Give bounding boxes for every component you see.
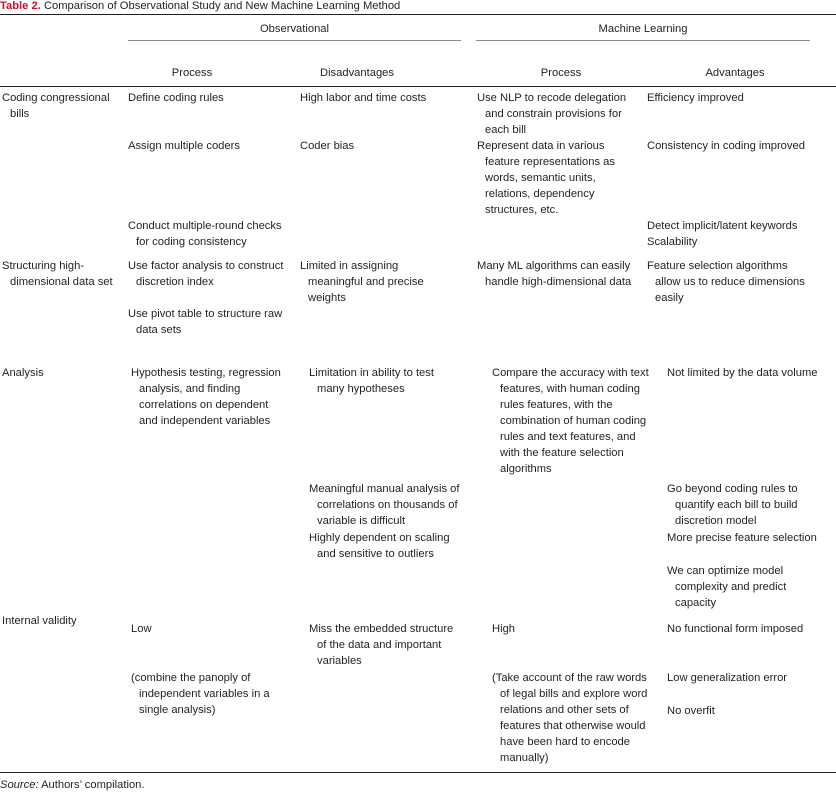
row-label-internal-validity: Internal validity xyxy=(2,615,77,627)
source-text: Authors’ compilation. xyxy=(41,779,145,791)
source-label: Source: xyxy=(0,779,39,791)
cell-text: Go beyond coding rules to quantify each bill to build discretion model xyxy=(667,483,798,527)
column-header-disadvantages: Disadvantages xyxy=(319,67,394,79)
column-header-process-ml: Process xyxy=(540,67,582,79)
cell-text: Coder bias xyxy=(300,140,355,152)
cell-text: High labor and time costs xyxy=(300,92,427,104)
cell-text: More precise feature selection xyxy=(667,532,817,544)
cell-text: Scalability xyxy=(647,236,698,248)
table-caption xyxy=(0,0,400,14)
header-rule xyxy=(0,86,836,87)
cell-text: Consistency in coding improved xyxy=(647,140,805,152)
cell-text: No overfit xyxy=(667,705,715,717)
group-rule-machine-learning xyxy=(476,40,810,41)
cell-text: (combine the panoply of independent variables in a single analysis) xyxy=(131,672,270,716)
cell-text: Conduct multiple-round checks for coding consistency xyxy=(128,220,282,248)
cell-text: Many ML algorithms can easily handle high-dimensional data xyxy=(477,260,632,288)
group-rule-observational xyxy=(128,40,461,41)
bottom-rule xyxy=(0,772,836,773)
table-title: Comparison of Observational Study and New Machine Learning Method xyxy=(43,0,401,12)
column-header-process: Process xyxy=(171,67,213,79)
cell-text: We can optimize model complexity and predict capacity xyxy=(667,565,787,609)
cell-text: Low generalization error xyxy=(667,672,788,684)
cell-text: Limited in assigning meaningful and precise weights xyxy=(300,260,424,304)
cell-text: High xyxy=(492,623,516,635)
cell-text: Miss the embedded structure of the data and important variables xyxy=(309,623,454,667)
cell-text: Define coding rules xyxy=(128,92,224,104)
top-rule xyxy=(0,14,836,15)
cell-text: Highly dependent on scaling and sensitive to outliers xyxy=(309,532,450,560)
group-header-observational: Observational xyxy=(259,23,330,35)
cell-text: Detect implicit/latent keywords xyxy=(647,220,798,232)
cell-text: Low xyxy=(131,623,152,635)
cell-text: Represent data in various feature representations as words, semantic units, relations, dependency structures, etc. xyxy=(477,140,615,216)
cell-text: Hypothesis testing, regression analysis, and finding correlations on dependent and independent variables xyxy=(131,367,281,427)
cell-text: (Take account of the raw words of legal bills and explore word relations and other sets of features that otherwise would have been hard to encode manually) xyxy=(492,672,648,764)
column-header-advantages: Advantages xyxy=(705,67,765,79)
cell-text: No functional form imposed xyxy=(667,623,804,635)
cell-text: Use factor analysis to construct discretion index xyxy=(128,260,284,288)
cell-text: Use pivot table to structure raw data sets xyxy=(128,308,283,336)
cell-text: Feature selection algorithms allow us to reduce dimensions easily xyxy=(647,260,805,304)
group-header-machine-learning: Machine Learning xyxy=(598,23,688,35)
row-label-coding: Coding congressional bills xyxy=(2,92,110,120)
table-number: Table 2. xyxy=(0,0,41,12)
cell-text: Use NLP to recode delegation and constrain provisions for each bill xyxy=(477,92,627,136)
cell-text: Meaningful manual analysis of correlations on thousands of variable is difficult xyxy=(309,483,460,527)
cell-text: Efficiency improved xyxy=(647,92,744,104)
cell-text: Limitation in ability to test many hypotheses xyxy=(309,367,434,395)
row-label-analysis: Analysis xyxy=(2,367,44,379)
cell-text: Compare the accuracy with text features, with human coding rules features, with the combination of human coding rules and text features, and with the feature selection algorithms xyxy=(492,367,649,475)
row-label-structuring: Structuring high- dimensional data set xyxy=(2,260,113,288)
source-note xyxy=(0,778,145,792)
cell-text: Assign multiple coders xyxy=(128,140,240,152)
cell-text: Not limited by the data volume xyxy=(667,367,818,379)
